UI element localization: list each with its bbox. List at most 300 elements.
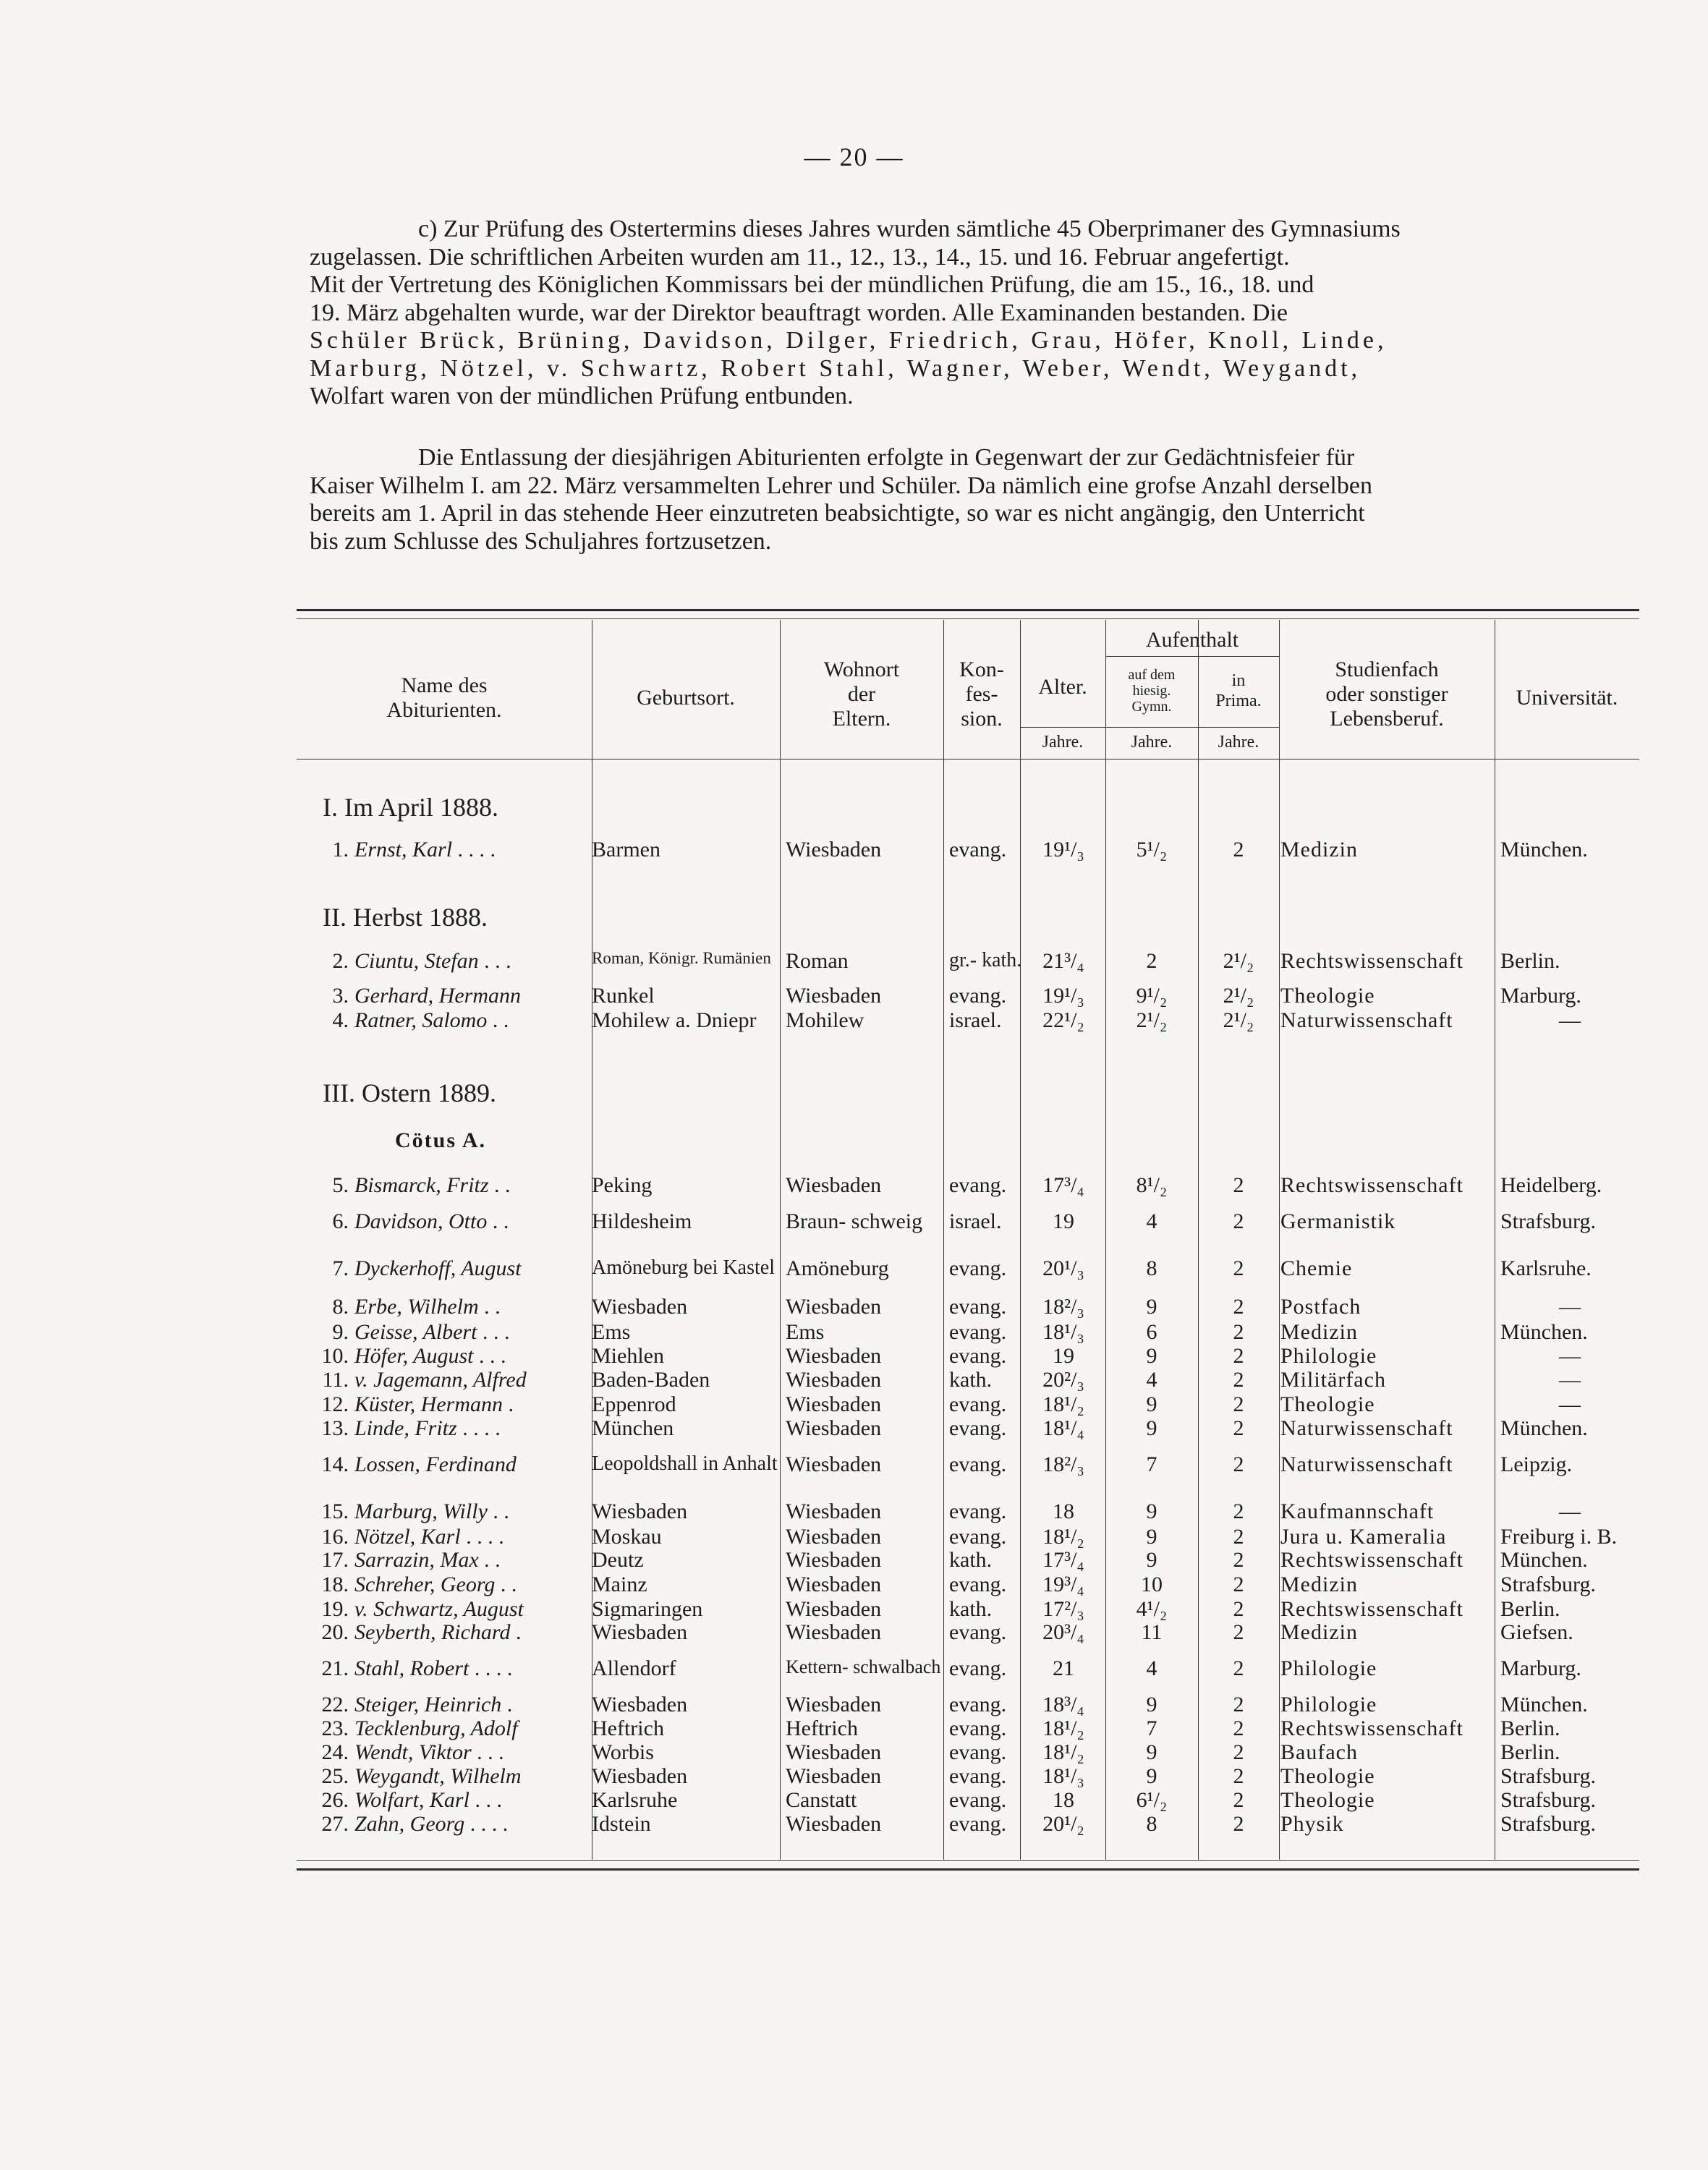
birthplace-cell: Wiesbaden	[592, 1295, 688, 1319]
student-name: Höfer, August	[354, 1344, 474, 1368]
row-number: 14.	[321, 1452, 349, 1476]
birthplace-cell: Sigmaringen	[592, 1597, 703, 1621]
student-name: Wolfart, Karl	[354, 1788, 470, 1812]
student-name-cell	[317, 1620, 600, 1645]
years-gymnasium-cell: 4	[1146, 1209, 1157, 1233]
university-cell: Berlin.	[1500, 1740, 1560, 1764]
confession-cell: evang.	[949, 1320, 1007, 1344]
university-cell: München.	[1500, 1416, 1588, 1440]
parents-residence-cell: Wiesbaden	[786, 1597, 882, 1621]
parents-residence-cell: Wiesbaden	[786, 1416, 882, 1440]
row-number: 2.	[332, 949, 349, 973]
student-name: Davidson, Otto	[354, 1209, 488, 1233]
years-gymnasium-cell: 4	[1146, 1656, 1157, 1680]
header-text: der	[847, 682, 876, 706]
student-name-cell	[317, 1788, 600, 1813]
column-divider	[1279, 620, 1280, 1860]
university-cell: —	[1559, 1392, 1581, 1416]
row-number: 8.	[332, 1295, 349, 1319]
student-name: Geisse, Albert	[354, 1320, 477, 1344]
study-cell: Theologie	[1280, 1764, 1375, 1788]
header-text: Gymn.	[1131, 699, 1172, 715]
header-text: Abiturienten.	[386, 698, 502, 722]
university-cell: Marburg.	[1500, 1656, 1581, 1680]
years-gymnasium-cell: 7	[1146, 1452, 1157, 1476]
leader-dots: . .	[487, 1008, 509, 1032]
column-divider	[780, 620, 781, 1860]
parents-residence-cell: Wiesbaden	[786, 1344, 882, 1368]
header-divider	[297, 759, 1639, 760]
student-name: Tecklenburg, Adolf	[354, 1716, 518, 1740]
university-cell: München.	[1500, 1548, 1588, 1572]
university-cell: —	[1559, 1295, 1581, 1319]
student-name-cell	[317, 1764, 600, 1789]
years-prima-cell: 2	[1233, 1368, 1244, 1392]
birthplace-cell: Baden-Baden	[592, 1368, 710, 1392]
leader-dots: . .	[495, 1573, 517, 1596]
header-text: sion.	[961, 707, 1003, 731]
years-gymnasium-cell: 9	[1146, 1295, 1157, 1319]
student-name: Ciuntu, Stefan	[354, 949, 479, 973]
student-name-cell	[317, 838, 600, 862]
student-name-cell	[317, 1392, 600, 1417]
row-number: 22.	[321, 1693, 349, 1716]
row-number: 1.	[332, 838, 349, 861]
paragraph-line: Wolfart waren von der mündlichen Prüfung entbunden.	[310, 383, 854, 409]
row-number: 16.	[321, 1525, 349, 1549]
row-number: 9.	[332, 1320, 349, 1344]
birthplace-cell: Worbis	[592, 1740, 654, 1764]
birthplace-cell: Hildesheim	[592, 1209, 692, 1233]
column-divider	[943, 620, 944, 1860]
birthplace-cell: Heftrich	[592, 1716, 664, 1740]
study-cell: Medizin	[1280, 1573, 1358, 1596]
leader-dots: . . .	[477, 1320, 510, 1344]
header-aufenthalt-gymn	[1105, 660, 1198, 721]
university-cell: Heidelberg.	[1500, 1173, 1602, 1197]
years-prima-cell: 2	[1233, 1256, 1244, 1280]
confession-cell: israel.	[949, 1008, 1002, 1032]
birthplace-cell: Deutz	[592, 1548, 644, 1572]
student-name: Linde, Fritz	[354, 1416, 457, 1440]
header-text: Name des	[401, 673, 488, 697]
student-name: Sarrazin, Max	[354, 1548, 479, 1572]
header-text: Geburtsort.	[637, 686, 735, 710]
age-cell: 17³/₄	[1042, 1173, 1084, 1197]
age-cell: 17³/₄	[1042, 1548, 1084, 1572]
paragraph-line: Die Entlassung der diesjährigen Abiturienten erfolgte in Gegenwart der zur Gedächtnisfeier für	[418, 444, 1355, 471]
university-cell: Strafsburg.	[1500, 1764, 1596, 1788]
confession-cell: evang.	[949, 1812, 1007, 1836]
student-name-cell	[317, 1008, 600, 1033]
confession-cell: evang.	[949, 1764, 1007, 1788]
leader-dots: . . . .	[469, 1656, 513, 1680]
university-cell: Berlin.	[1500, 949, 1560, 973]
header-text: hiesig.	[1132, 683, 1171, 699]
university-cell: München.	[1500, 1693, 1588, 1716]
student-name: Bismarck, Fritz	[354, 1173, 489, 1197]
row-number: 12.	[321, 1392, 349, 1416]
study-cell: Germanistik	[1280, 1209, 1396, 1233]
confession-cell: evang.	[949, 1693, 1007, 1716]
years-prima-cell: 2¹/₂	[1223, 984, 1254, 1008]
header-aufenthalt	[1105, 626, 1279, 655]
student-name-cell	[317, 1173, 600, 1198]
paragraph-line: bereits am 1. April in das stehende Heer einzutreten beabsichtigte, so war es nicht angängig, den Unterricht	[310, 500, 1365, 527]
age-cell: 19	[1053, 1209, 1074, 1233]
years-prima-cell: 2	[1233, 1620, 1244, 1644]
years-gymnasium-cell: 8	[1146, 1812, 1157, 1836]
parents-residence-cell: Mohilew	[786, 1008, 864, 1032]
header-aufenthalt-prima	[1198, 660, 1279, 721]
leader-dots: . . .	[469, 1788, 502, 1812]
header-text: Prima.	[1215, 692, 1262, 710]
years-prima-cell: 2	[1233, 1344, 1244, 1368]
birthplace-cell: Mainz	[592, 1573, 647, 1596]
study-cell: Theologie	[1280, 1392, 1375, 1416]
leader-dots: . . . .	[452, 838, 496, 861]
study-cell: Rechtswissenschaft	[1280, 1548, 1463, 1572]
age-cell: 19¹/₃	[1042, 838, 1084, 861]
parents-residence-cell: Wiesbaden	[786, 1740, 882, 1764]
birthplace-cell: Wiesbaden	[592, 1693, 688, 1716]
header-text: Lebensberuf.	[1330, 707, 1444, 731]
parents-residence-cell: Wiesbaden	[786, 1499, 882, 1523]
birthplace-cell: Moskau	[592, 1525, 662, 1549]
years-gymnasium-cell: 9¹/₂	[1136, 984, 1168, 1008]
confession-cell: evang.	[949, 1740, 1007, 1764]
leader-dots: .	[510, 1620, 522, 1644]
university-cell: Strafsburg.	[1500, 1788, 1596, 1812]
parents-residence-cell: Wiesbaden	[786, 1764, 882, 1788]
university-cell: Berlin.	[1500, 1597, 1560, 1621]
confession-cell: evang.	[949, 1656, 1007, 1680]
university-cell: München.	[1500, 838, 1588, 861]
confession-cell: evang.	[949, 984, 1007, 1008]
student-name: v. Jagemann, Alfred	[354, 1368, 527, 1392]
parents-residence-cell: Wiesbaden	[786, 1525, 882, 1549]
paragraph-line: Schüler Brück, Brüning, Davidson, Dilger, Friedrich, Grau, Höfer, Knoll, Linde,	[310, 327, 1388, 354]
unit-alter: Jahre.	[1042, 733, 1084, 752]
confession-cell: kath.	[949, 1548, 993, 1572]
years-prima-cell: 2	[1233, 1295, 1244, 1319]
student-name: Schreher, Georg	[354, 1573, 496, 1596]
study-cell: Physik	[1280, 1812, 1344, 1836]
birthplace-cell: Mohilew a. Dniepr	[592, 1008, 757, 1032]
student-name: Wendt, Viktor	[354, 1740, 472, 1764]
student-name: Küster, Hermann	[354, 1392, 504, 1416]
age-cell: 18¹/₂	[1042, 1525, 1084, 1549]
years-prima-cell: 2	[1233, 1452, 1244, 1476]
years-prima-cell: 2	[1233, 1693, 1244, 1716]
section-herbst-1888: II. Herbst 1888.	[323, 903, 488, 932]
row-number: 15.	[321, 1499, 349, 1523]
age-cell: 18³/₄	[1042, 1693, 1084, 1716]
confession-cell: evang.	[949, 1173, 1007, 1197]
years-prima-cell: 2	[1233, 1209, 1244, 1233]
student-name: Weygandt, Wilhelm	[354, 1764, 522, 1788]
study-cell: Militärfach	[1280, 1368, 1386, 1392]
years-gymnasium-cell: 9	[1146, 1344, 1157, 1368]
row-number: 21.	[321, 1656, 349, 1680]
confession-cell: evang.	[949, 1295, 1007, 1319]
student-name-cell	[317, 1452, 600, 1477]
parents-residence-cell: Wiesbaden	[786, 1368, 882, 1392]
years-prima-cell: 2¹/₂	[1223, 1008, 1254, 1032]
age-cell: 19¹/₃	[1042, 984, 1084, 1008]
header-text: Alter.	[1038, 675, 1087, 699]
confession-cell: kath.	[949, 1368, 993, 1392]
paragraph-line: Kaiser Wilhelm I. am 22. März versammelten Lehrer und Schüler. Da nämlich eine grofse Anzahl derselben	[310, 472, 1372, 499]
student-name: Lossen, Ferdinand	[354, 1452, 517, 1476]
study-cell: Baufach	[1280, 1740, 1358, 1764]
study-cell: Philologie	[1280, 1656, 1377, 1680]
birthplace-cell: Idstein	[592, 1812, 651, 1836]
student-name-cell	[317, 1716, 600, 1741]
age-cell: 18²/₃	[1042, 1452, 1084, 1476]
years-gymnasium-cell: 9	[1146, 1392, 1157, 1416]
leader-dots: . .	[487, 1499, 509, 1523]
age-cell: 18¹/₄	[1042, 1416, 1084, 1440]
section-ostern-1889: III. Ostern 1889.	[323, 1078, 496, 1107]
years-prima-cell: 2	[1233, 1525, 1244, 1549]
student-name-cell	[317, 1416, 600, 1441]
confession-cell: evang.	[949, 1620, 1007, 1644]
age-cell: 19	[1053, 1344, 1074, 1368]
university-cell: Strafsburg.	[1500, 1209, 1596, 1233]
age-cell: 18	[1053, 1499, 1074, 1523]
header-text: oder sonstiger	[1325, 682, 1448, 706]
student-name-cell	[317, 1499, 600, 1524]
student-name: Nötzel, Karl	[354, 1525, 461, 1549]
years-prima-cell: 2	[1233, 1416, 1244, 1440]
row-number: 17.	[321, 1548, 349, 1572]
student-name-cell	[317, 1597, 600, 1622]
leader-dots: . .	[488, 1173, 511, 1197]
row-number: 19.	[321, 1597, 349, 1621]
unit-gymn: Jahre.	[1131, 733, 1173, 752]
student-name: Dyckerhoff, August	[354, 1256, 522, 1280]
parents-residence-cell: Braun- schweig	[786, 1209, 923, 1233]
leader-dots: . . .	[473, 1344, 506, 1368]
university-cell: München.	[1500, 1320, 1588, 1344]
age-cell: 20¹/₃	[1042, 1256, 1084, 1280]
section-april-1888: I. Im April 1888.	[323, 793, 498, 822]
parents-residence-cell: Wiesbaden	[786, 838, 882, 861]
student-name: Stahl, Robert	[354, 1656, 470, 1680]
header-divider	[1020, 727, 1279, 728]
study-cell: Postfach	[1280, 1295, 1361, 1319]
birthplace-cell: Peking	[592, 1173, 653, 1197]
row-number: 23.	[321, 1716, 349, 1740]
years-prima-cell: 2	[1233, 1573, 1244, 1596]
student-name-cell	[317, 1256, 600, 1281]
row-number: 13.	[321, 1416, 349, 1440]
years-prima-cell: 2	[1233, 1740, 1244, 1764]
parents-residence-cell: Wiesbaden	[786, 1573, 882, 1596]
header-text: Universität.	[1516, 686, 1618, 710]
study-cell: Naturwissenschaft	[1280, 1452, 1453, 1476]
leader-dots: .	[503, 1392, 514, 1416]
age-cell: 18¹/₂	[1042, 1716, 1084, 1740]
university-cell: Giefsen.	[1500, 1620, 1573, 1644]
student-name-cell	[317, 1209, 600, 1234]
age-cell: 18¹/₂	[1042, 1740, 1084, 1764]
confession-cell: evang.	[949, 1256, 1007, 1280]
years-prima-cell: 2	[1233, 1716, 1244, 1740]
university-cell: Marburg.	[1500, 984, 1581, 1008]
row-number: 24.	[321, 1740, 349, 1764]
university-cell: Berlin.	[1500, 1716, 1560, 1740]
birthplace-cell: München	[592, 1416, 674, 1440]
study-cell: Naturwissenschaft	[1280, 1416, 1453, 1440]
birthplace-cell: Amöneburg bei Kastel	[592, 1256, 775, 1279]
confession-cell: evang.	[949, 1573, 1007, 1596]
student-name-cell	[317, 1525, 600, 1549]
parents-residence-cell: Wiesbaden	[786, 984, 882, 1008]
years-gymnasium-cell: 9	[1146, 1525, 1157, 1549]
years-gymnasium-cell: 6¹/₂	[1136, 1788, 1168, 1812]
years-gymnasium-cell: 9	[1146, 1764, 1157, 1788]
age-cell: 20²/₃	[1042, 1368, 1084, 1392]
student-name: v. Schwartz, August	[354, 1597, 524, 1621]
years-gymnasium-cell: 9	[1146, 1416, 1157, 1440]
years-gymnasium-cell: 4	[1146, 1368, 1157, 1392]
birthplace-cell: Ems	[592, 1320, 631, 1344]
leader-dots: . . .	[471, 1740, 504, 1764]
row-number: 27.	[321, 1812, 349, 1836]
student-name: Gerhard, Hermann	[354, 984, 521, 1008]
years-prima-cell: 2	[1233, 1173, 1244, 1197]
parents-residence-cell: Wiesbaden	[786, 1452, 882, 1476]
years-prima-cell: 2	[1233, 1812, 1244, 1836]
header-wohnort	[780, 640, 943, 749]
years-gymnasium-cell: 5¹/₂	[1136, 838, 1168, 861]
age-cell: 17²/₃	[1042, 1597, 1084, 1621]
years-prima-cell: 2	[1233, 1597, 1244, 1621]
study-cell: Chemie	[1280, 1256, 1353, 1280]
study-cell: Jura u. Kameralia	[1280, 1525, 1447, 1549]
parents-residence-cell: Wiesbaden	[786, 1693, 882, 1716]
university-cell: Strafsburg.	[1500, 1573, 1596, 1596]
years-gymnasium-cell: 2¹/₂	[1136, 1008, 1168, 1032]
birthplace-cell: Wiesbaden	[592, 1764, 688, 1788]
age-cell: 21³/₄	[1042, 949, 1084, 973]
confession-cell: evang.	[949, 1525, 1007, 1549]
birthplace-cell: Miehlen	[592, 1344, 664, 1368]
age-cell: 19³/₄	[1042, 1573, 1084, 1596]
university-cell: —	[1559, 1499, 1581, 1523]
birthplace-cell: Eppenrod	[592, 1392, 676, 1416]
university-cell: Leipzig.	[1500, 1452, 1573, 1476]
birthplace-cell: Roman, Königr. Rumänien	[592, 949, 771, 967]
student-name-cell	[317, 1368, 600, 1392]
study-cell: Rechtswissenschaft	[1280, 1597, 1463, 1621]
parents-residence-cell: Roman	[786, 949, 849, 973]
leader-dots: . .	[487, 1209, 509, 1233]
confession-cell: evang.	[949, 1392, 1007, 1416]
header-divider	[1105, 656, 1279, 657]
birthplace-cell: Leopoldshall in Anhalt	[592, 1452, 778, 1475]
header-text: Wohnort	[823, 658, 900, 681]
years-gymnasium-cell: 2	[1146, 949, 1157, 973]
student-name: Steiger, Heinrich	[354, 1693, 502, 1716]
birthplace-cell: Runkel	[592, 984, 655, 1008]
leader-dots: . . . .	[460, 1525, 504, 1549]
confession-cell: evang.	[949, 1416, 1007, 1440]
years-gymnasium-cell: 10	[1141, 1573, 1163, 1596]
confession-cell: gr.- kath.	[949, 949, 1022, 971]
student-name: Seyberth, Richard	[354, 1620, 511, 1644]
row-number: 26.	[321, 1788, 349, 1812]
study-cell: Rechtswissenschaft	[1280, 1716, 1463, 1740]
years-prima-cell: 2	[1233, 1392, 1244, 1416]
years-gymnasium-cell: 8¹/₂	[1136, 1173, 1168, 1197]
years-prima-cell: 2¹/₂	[1223, 949, 1254, 973]
years-gymnasium-cell: 4¹/₂	[1136, 1597, 1168, 1621]
student-name-cell	[317, 1548, 600, 1573]
student-name-cell	[317, 1656, 600, 1681]
header-text: Aufenthalt	[1145, 628, 1239, 652]
row-number: 25.	[321, 1764, 349, 1788]
student-name-cell	[317, 949, 600, 974]
birthplace-cell: Wiesbaden	[592, 1620, 688, 1644]
header-name	[297, 655, 592, 741]
university-cell: —	[1559, 1368, 1581, 1392]
student-name: Ernst, Karl	[354, 838, 453, 861]
parents-residence-cell: Amöneburg	[786, 1256, 889, 1280]
age-cell: 20¹/₂	[1042, 1812, 1084, 1836]
row-number: 5.	[332, 1173, 349, 1197]
header-studienfach	[1279, 640, 1495, 749]
study-cell: Theologie	[1280, 1788, 1375, 1812]
parents-residence-cell: Wiesbaden	[786, 1620, 882, 1644]
leader-dots: . . . .	[456, 1416, 501, 1440]
confession-cell: evang.	[949, 1499, 1007, 1523]
leader-dots: . .	[478, 1548, 501, 1572]
unit-prima: Jahre.	[1218, 733, 1259, 752]
header-text: in	[1231, 671, 1246, 690]
row-number: 18.	[321, 1573, 349, 1596]
paragraph-line: Mit der Vertretung des Königlichen Kommissars bei der mündlichen Prüfung, die am 15., 16., 18. und	[310, 271, 1314, 298]
university-cell: —	[1559, 1008, 1581, 1032]
parents-residence-cell: Wiesbaden	[786, 1392, 882, 1416]
parents-residence-cell: Heftrich	[786, 1716, 858, 1740]
birthplace-cell: Allendorf	[592, 1656, 676, 1680]
leader-dots: . . .	[478, 949, 511, 973]
leader-dots: . . . .	[464, 1812, 509, 1836]
age-cell: 18¹/₃	[1042, 1320, 1084, 1344]
age-cell: 18	[1053, 1788, 1074, 1812]
age-cell: 18¹/₂	[1042, 1392, 1084, 1416]
age-cell: 20³/₄	[1042, 1620, 1084, 1644]
years-prima-cell: 2	[1233, 1320, 1244, 1344]
confession-cell: evang.	[949, 838, 1007, 861]
years-prima-cell: 2	[1233, 1788, 1244, 1812]
study-cell: Rechtswissenschaft	[1280, 1173, 1463, 1197]
study-cell: Medizin	[1280, 1320, 1358, 1344]
age-cell: 22¹/₂	[1042, 1008, 1084, 1032]
leader-dots: .	[501, 1693, 513, 1716]
student-name-cell	[317, 1740, 600, 1765]
parents-residence-cell: Wiesbaden	[786, 1295, 882, 1319]
study-cell: Medizin	[1280, 1620, 1358, 1644]
student-name-cell	[317, 1693, 600, 1717]
years-gymnasium-cell: 11	[1141, 1620, 1163, 1644]
years-gymnasium-cell: 9	[1146, 1548, 1157, 1572]
student-name-cell	[317, 1812, 600, 1837]
years-prima-cell: 2	[1233, 1548, 1244, 1572]
